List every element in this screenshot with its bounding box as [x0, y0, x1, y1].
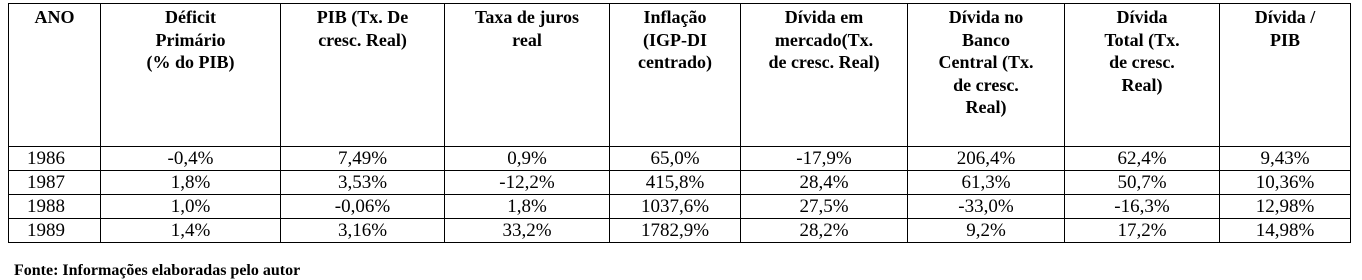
- cell-juros: 0,9%: [445, 147, 610, 171]
- table-row: [9, 171, 1351, 195]
- cell-inflacao: 415,8%: [610, 171, 741, 195]
- header-pib: PIB (Tx. De cresc. Real): [281, 4, 445, 147]
- cell-deficit: -0,4%: [101, 147, 281, 171]
- cell-divida-mercado: 28,4%: [741, 171, 908, 195]
- cell-deficit: 1,8%: [101, 171, 281, 195]
- cell-inflacao: 1037,6%: [610, 195, 741, 219]
- cell-divida-bc: 206,4%: [908, 147, 1065, 171]
- header-deficit-primario: Déficit Primário (% do PIB): [101, 4, 281, 147]
- cell-inflacao: 65,0%: [610, 147, 741, 171]
- cell-divida-mercado: 27,5%: [741, 195, 908, 219]
- cell-divida-bc: -33,0%: [908, 195, 1065, 219]
- cell-pib: 3,16%: [281, 219, 445, 243]
- cell-divida-mercado: -17,9%: [741, 147, 908, 171]
- header-divida-total: Dívida Total (Tx. de cresc. Real): [1065, 4, 1220, 147]
- cell-divida-pib: 14,98%: [1220, 219, 1351, 243]
- header-divida-banco-central: Dívida no Banco Central (Tx. de cresc. Real): [908, 4, 1065, 147]
- cell-juros: 1,8%: [445, 195, 610, 219]
- cell-divida-total: 62,4%: [1065, 147, 1220, 171]
- cell-divida-total: -16,3%: [1065, 195, 1220, 219]
- cell-divida-pib: 9,43%: [1220, 147, 1351, 171]
- table-row: [9, 195, 1351, 219]
- cell-year: 1988: [9, 195, 101, 219]
- cell-deficit: 1,0%: [101, 195, 281, 219]
- cell-year: 1987: [9, 171, 101, 195]
- cell-year: 1989: [9, 219, 101, 243]
- table-row: [9, 219, 1351, 243]
- cell-pib: -0,06%: [281, 195, 445, 219]
- cell-divida-total: 17,2%: [1065, 219, 1220, 243]
- cell-juros: 33,2%: [445, 219, 610, 243]
- header-ano: ANO: [9, 4, 101, 147]
- cell-divida-pib: 10,36%: [1220, 171, 1351, 195]
- header-divida-pib: Dívida / PIB: [1220, 4, 1351, 147]
- cell-divida-mercado: 28,2%: [741, 219, 908, 243]
- economic-indicators-table: [8, 3, 1351, 243]
- cell-inflacao: 1782,9%: [610, 219, 741, 243]
- source-footnote: Fonte: Informações elaboradas pelo autor: [14, 262, 301, 279]
- header-taxa-juros: Taxa de juros real: [445, 4, 610, 147]
- cell-divida-bc: 9,2%: [908, 219, 1065, 243]
- table-header-row: [9, 4, 1351, 147]
- cell-divida-total: 50,7%: [1065, 171, 1220, 195]
- table-row: [9, 147, 1351, 171]
- cell-year: 1986: [9, 147, 101, 171]
- cell-divida-bc: 61,3%: [908, 171, 1065, 195]
- header-inflacao: Inflação (IGP-DI centrado): [610, 4, 741, 147]
- cell-divida-pib: 12,98%: [1220, 195, 1351, 219]
- cell-deficit: 1,4%: [101, 219, 281, 243]
- cell-juros: -12,2%: [445, 171, 610, 195]
- cell-pib: 3,53%: [281, 171, 445, 195]
- cell-pib: 7,49%: [281, 147, 445, 171]
- header-divida-mercado: Dívida em mercado(Tx. de cresc. Real): [741, 4, 908, 147]
